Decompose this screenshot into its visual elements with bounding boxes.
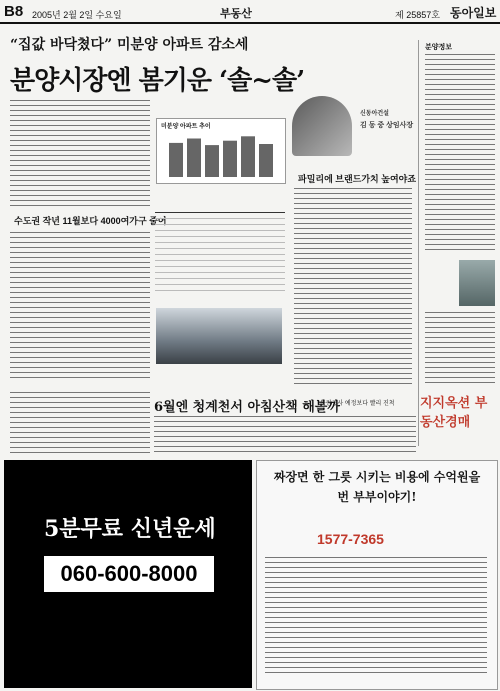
regional-table bbox=[155, 212, 285, 295]
left-table bbox=[10, 392, 150, 454]
fortune-ad-phone: 060-600-8000 bbox=[44, 556, 214, 592]
section-title: 부동산 bbox=[220, 8, 252, 20]
chart-bar bbox=[241, 136, 255, 177]
page-header bbox=[0, 0, 500, 24]
sidebar-photo bbox=[459, 260, 495, 306]
investment-ad bbox=[256, 460, 498, 690]
article-body-1 bbox=[10, 100, 150, 208]
page-number: B8 bbox=[4, 3, 24, 20]
issue-number: 제 25857호 bbox=[395, 10, 440, 20]
sidebar-body-2 bbox=[425, 312, 495, 386]
chart-bar bbox=[169, 143, 183, 177]
paper-name: 동아일보 bbox=[450, 6, 497, 20]
auction-stamp-ad: 지지옥션 부동산경매 bbox=[420, 396, 488, 430]
issue-date: 2005년 2월 2일 수요일 bbox=[32, 10, 122, 20]
interview-body bbox=[294, 188, 412, 384]
fortune-ad-title: 5분무료 신년운세 bbox=[44, 516, 216, 542]
interview-headline: 파밀리에 브랜드가치 높여야죠 bbox=[298, 174, 417, 184]
chart-bar bbox=[259, 144, 273, 177]
apartment-photo bbox=[156, 308, 282, 364]
main-headline: 분양시장엔 봄기운 ‘솔~솔’ bbox=[10, 66, 305, 96]
chart-bar bbox=[187, 139, 201, 178]
chart-bar bbox=[223, 141, 237, 177]
fortune-ad bbox=[4, 460, 252, 688]
lower-body bbox=[154, 416, 416, 454]
subhead-1: 수도권 작년 11월보다 4000여가구 줄어 bbox=[14, 216, 167, 226]
investment-ad-phone: 1577-7365 bbox=[317, 531, 384, 547]
chart-title: 미분양 아파트 추이 bbox=[161, 124, 211, 130]
sidebar-title: 분양정보 bbox=[425, 44, 453, 51]
interview-role: 김 동 중 상임사장 bbox=[360, 122, 414, 129]
sidebar-body bbox=[425, 54, 495, 254]
investment-ad-title: 짜장면 한 그릇 시키는 비용에 수억원을 번 부부이야기! bbox=[273, 470, 481, 504]
unsold-chart bbox=[156, 118, 286, 184]
right-sidebar bbox=[418, 40, 499, 446]
article-body-2 bbox=[10, 232, 150, 382]
lower-headline: 6월엔 청계천서 아침산책 해볼까 bbox=[154, 400, 340, 415]
interview-name: 신동아건설 bbox=[360, 111, 389, 117]
lower-subhead: 복원공사 예정보다 빨리 진척 bbox=[320, 401, 395, 407]
chart-bar bbox=[205, 145, 219, 177]
main-kicker: “집값 바닥쳤다” 미분양 아파트 감소세 bbox=[10, 37, 249, 53]
executive-photo bbox=[292, 96, 352, 156]
investment-ad-body bbox=[265, 557, 487, 677]
